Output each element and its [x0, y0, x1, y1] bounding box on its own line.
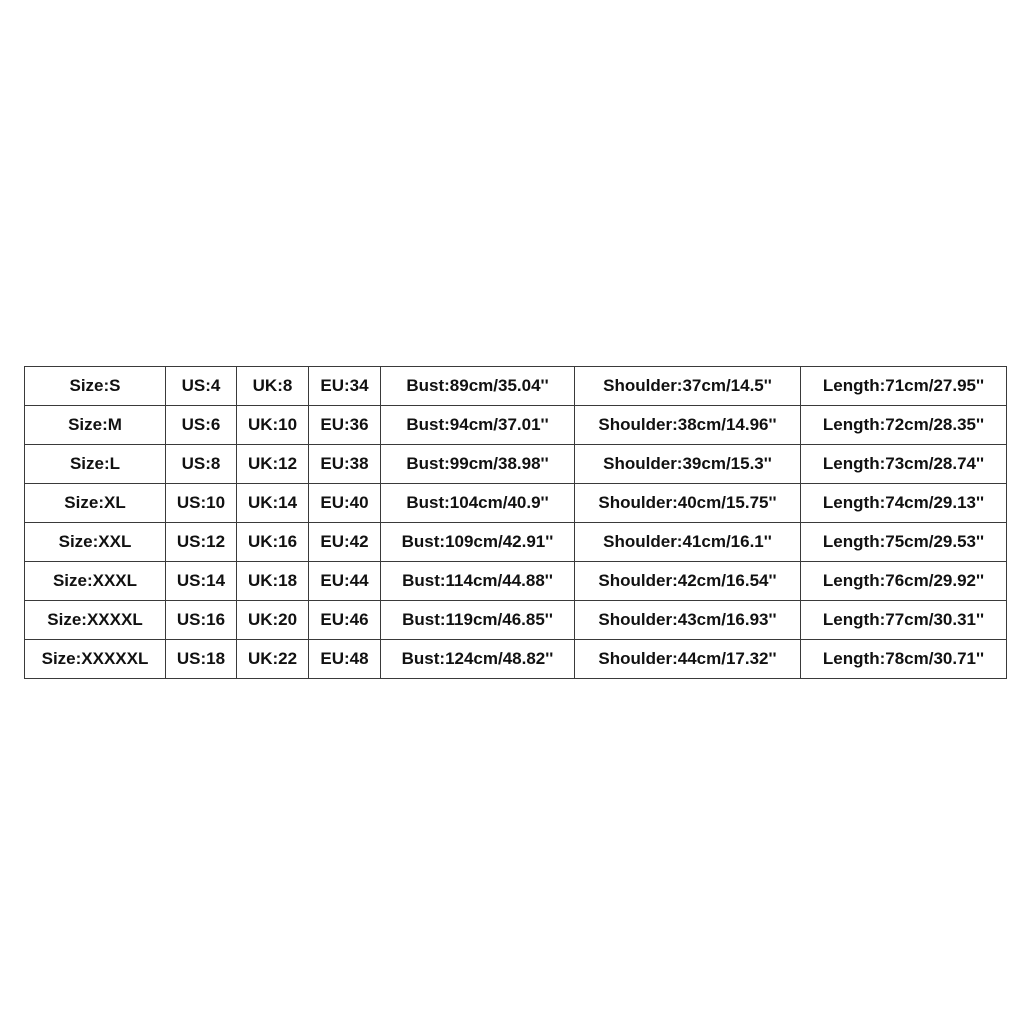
us-size-cell: US:4 — [166, 367, 237, 406]
bust-cell: Bust:124cm/48.82'' — [381, 640, 575, 679]
eu-size-cell: EU:44 — [309, 562, 381, 601]
size-chart-table — [24, 366, 1007, 679]
length-cell: Length:73cm/28.74'' — [801, 445, 1007, 484]
length-cell: Length:72cm/28.35'' — [801, 406, 1007, 445]
eu-size-cell: EU:38 — [309, 445, 381, 484]
uk-size-cell: UK:14 — [237, 484, 309, 523]
size-cell: Size:XXXL — [25, 562, 166, 601]
us-size-cell: US:14 — [166, 562, 237, 601]
size-cell: Size:XXXXL — [25, 601, 166, 640]
size-cell: Size:S — [25, 367, 166, 406]
size-cell: Size:XXXXXL — [25, 640, 166, 679]
shoulder-cell: Shoulder:40cm/15.75'' — [575, 484, 801, 523]
shoulder-cell: Shoulder:39cm/15.3'' — [575, 445, 801, 484]
length-cell: Length:74cm/29.13'' — [801, 484, 1007, 523]
table-row — [25, 445, 1007, 484]
size-cell: Size:M — [25, 406, 166, 445]
uk-size-cell: UK:10 — [237, 406, 309, 445]
us-size-cell: US:10 — [166, 484, 237, 523]
uk-size-cell: UK:18 — [237, 562, 309, 601]
shoulder-cell: Shoulder:38cm/14.96'' — [575, 406, 801, 445]
eu-size-cell: EU:34 — [309, 367, 381, 406]
bust-cell: Bust:104cm/40.9'' — [381, 484, 575, 523]
size-cell: Size:XL — [25, 484, 166, 523]
us-size-cell: US:6 — [166, 406, 237, 445]
size-chart-body — [25, 367, 1007, 679]
uk-size-cell: UK:16 — [237, 523, 309, 562]
uk-size-cell: UK:12 — [237, 445, 309, 484]
shoulder-cell: Shoulder:37cm/14.5'' — [575, 367, 801, 406]
uk-size-cell: UK:22 — [237, 640, 309, 679]
bust-cell: Bust:119cm/46.85'' — [381, 601, 575, 640]
eu-size-cell: EU:48 — [309, 640, 381, 679]
us-size-cell: US:8 — [166, 445, 237, 484]
eu-size-cell: EU:40 — [309, 484, 381, 523]
length-cell: Length:77cm/30.31'' — [801, 601, 1007, 640]
us-size-cell: US:16 — [166, 601, 237, 640]
us-size-cell: US:12 — [166, 523, 237, 562]
table-row — [25, 523, 1007, 562]
bust-cell: Bust:114cm/44.88'' — [381, 562, 575, 601]
shoulder-cell: Shoulder:41cm/16.1'' — [575, 523, 801, 562]
eu-size-cell: EU:46 — [309, 601, 381, 640]
table-row — [25, 406, 1007, 445]
shoulder-cell: Shoulder:43cm/16.93'' — [575, 601, 801, 640]
table-row — [25, 640, 1007, 679]
shoulder-cell: Shoulder:42cm/16.54'' — [575, 562, 801, 601]
us-size-cell: US:18 — [166, 640, 237, 679]
length-cell: Length:78cm/30.71'' — [801, 640, 1007, 679]
uk-size-cell: UK:8 — [237, 367, 309, 406]
shoulder-cell: Shoulder:44cm/17.32'' — [575, 640, 801, 679]
size-cell: Size:L — [25, 445, 166, 484]
table-row — [25, 484, 1007, 523]
uk-size-cell: UK:20 — [237, 601, 309, 640]
bust-cell: Bust:109cm/42.91'' — [381, 523, 575, 562]
table-row — [25, 367, 1007, 406]
bust-cell: Bust:99cm/38.98'' — [381, 445, 575, 484]
bust-cell: Bust:94cm/37.01'' — [381, 406, 575, 445]
eu-size-cell: EU:36 — [309, 406, 381, 445]
table-row — [25, 562, 1007, 601]
eu-size-cell: EU:42 — [309, 523, 381, 562]
length-cell: Length:75cm/29.53'' — [801, 523, 1007, 562]
bust-cell: Bust:89cm/35.04'' — [381, 367, 575, 406]
size-cell: Size:XXL — [25, 523, 166, 562]
length-cell: Length:76cm/29.92'' — [801, 562, 1007, 601]
table-row — [25, 601, 1007, 640]
length-cell: Length:71cm/27.95'' — [801, 367, 1007, 406]
